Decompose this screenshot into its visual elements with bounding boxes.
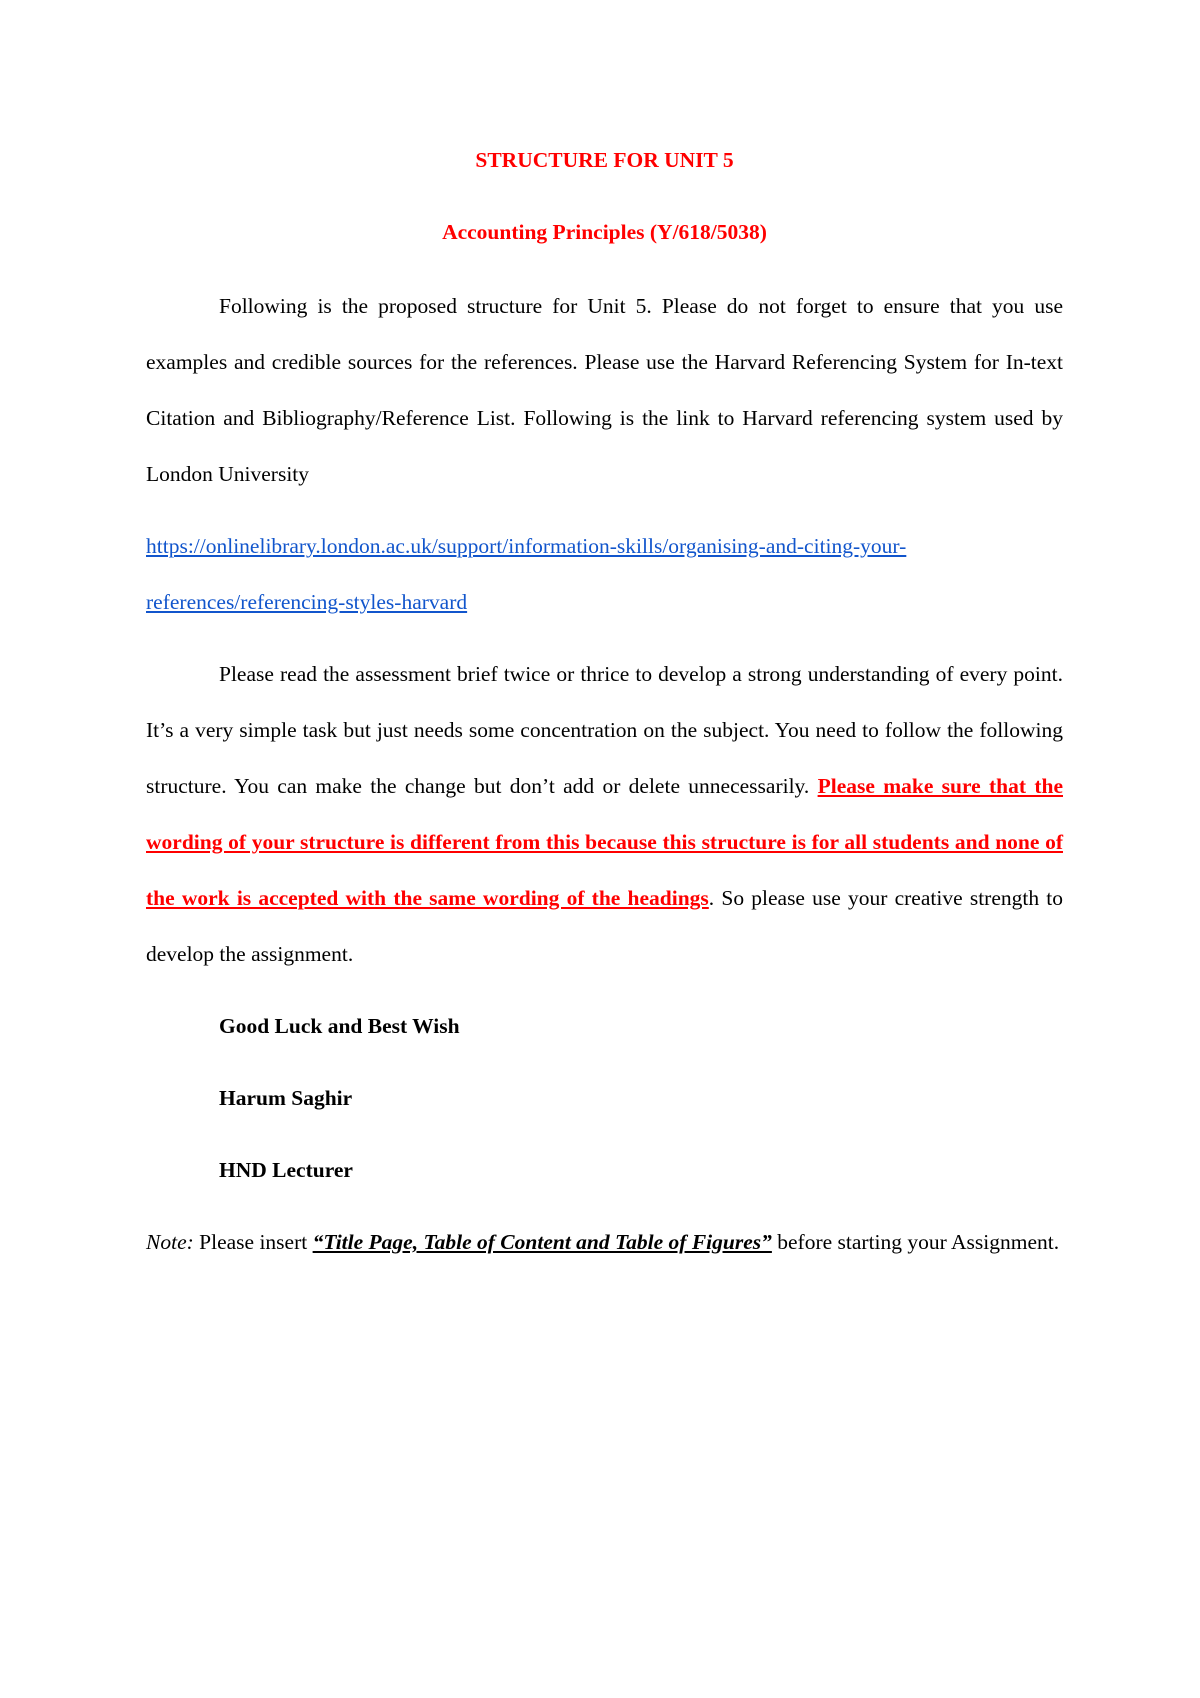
brief-text-end: . So please use your creative strength to develop the assignment. <box>146 886 1064 966</box>
assessment-brief-paragraph <box>146 646 1063 982</box>
closing-wish: Good Luck and Best Wish <box>219 1014 460 1038</box>
reference-link-paragraph <box>146 518 1063 630</box>
note-text-end: before starting your Assignment. <box>771 1230 1060 1254</box>
note-text-start: Please insert <box>193 1230 313 1254</box>
note-label: Note: <box>146 1230 194 1254</box>
document-body <box>146 140 1063 1270</box>
brief-text-start: Please read the assessment brief twice or thrice to develop a strong understanding of every point. It’s a very simple task but just needs some concentration on the subject. You need to follow the following structure. You can make the change but don’t add or delete unnecessarily. <box>146 662 1063 798</box>
author-name: Harum Saghir <box>219 1086 353 1110</box>
harvard-referencing-link[interactable]: https://onlinelibrary.london.ac.uk/support/information-skills/organising-and-citing-your-references/referencing-styles-harvard <box>146 534 907 614</box>
document-title: STRUCTURE FOR UNIT 5 <box>475 148 734 172</box>
wording-warning: Please make sure that the wording of your structure is different from this because this structure is for all students and none of the work is accepted with the same wording of the headings <box>146 774 1063 910</box>
intro-paragraph: Following is the proposed structure for Unit 5. Please do not forget to ensure that you use examples and credible sources for the references. Please use the Harvard Referencing System for In-text Citation and Bibliography/Reference List. Following is the link to Harvard referencing system used by London University <box>146 294 1063 486</box>
author-role: HND Lecturer <box>219 1158 353 1182</box>
document-subtitle: Accounting Principles (Y/618/5038) <box>442 220 767 244</box>
note-paragraph <box>146 1214 1063 1270</box>
note-emphasis: “Title Page, Table of Content and Table of Figures” <box>312 1230 772 1254</box>
